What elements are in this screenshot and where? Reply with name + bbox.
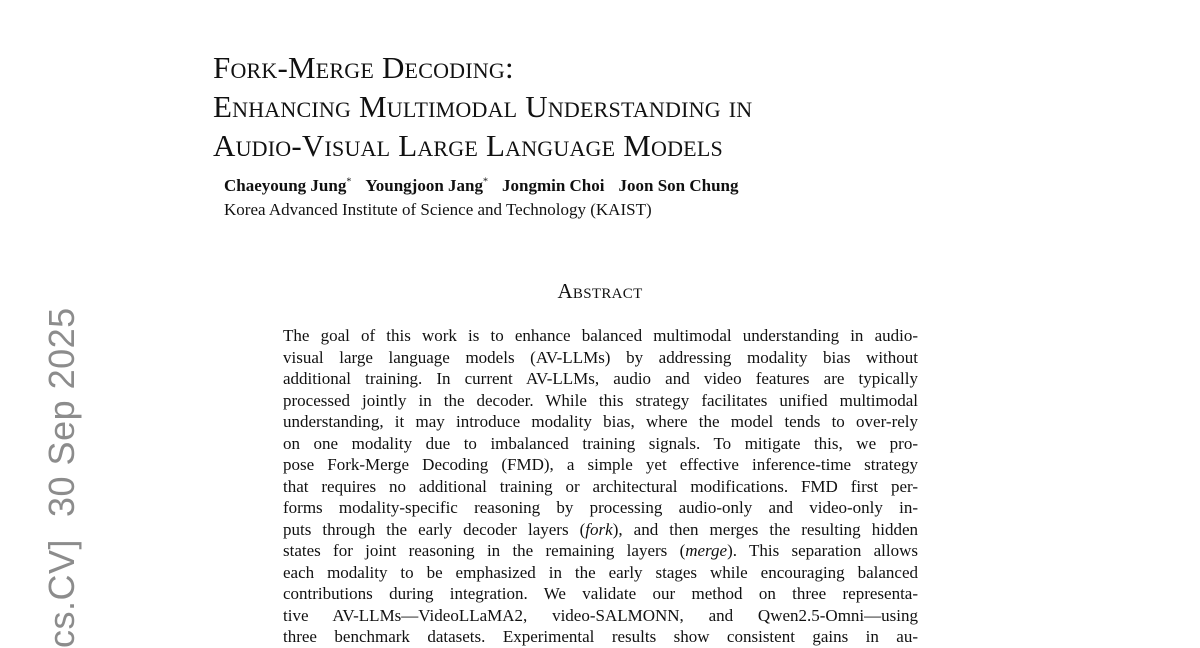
abstract-line: three benchmark datasets. Experimental results show consistent gains in au-: [283, 627, 918, 646]
equal-contribution-mark: *: [346, 176, 352, 188]
equal-contribution-mark: *: [482, 176, 488, 188]
author-name: Youngjoon Jang: [365, 176, 483, 195]
author-list: [224, 176, 753, 196]
abstract-line: puts through the early decoder layers (fork), and then merges the resulting hidden: [283, 519, 918, 539]
abstract-line: that requires no additional training or architectural modifications. FMD first per-: [283, 476, 918, 496]
abstract-body: [283, 325, 918, 648]
abstract-line: each modality to be emphasized in the early stages while encouraging balanced: [283, 562, 918, 582]
abstract-line: processed jointly in the decoder. While this strategy facilitates unified multimodal: [283, 390, 918, 410]
arxiv-side-stamp: [22, 0, 82, 648]
paper-title: [213, 48, 973, 165]
abstract-line: forms modality-specific reasoning by processing audio-only and video-only in-: [283, 498, 918, 517]
abstract-line: states for joint reasoning in the remaining layers (merge). This separation allows: [283, 541, 918, 560]
author: [618, 176, 738, 196]
abstract-line: understanding, it may introduce modality bias, where the model tends to over-rely: [283, 412, 918, 431]
author: [224, 176, 351, 196]
abstract-line: additional training. In current AV-LLMs, audio and video features are typically: [283, 369, 918, 388]
arxiv-date: 30 Sep 2025: [41, 307, 82, 517]
author: [502, 176, 605, 196]
author: [365, 176, 488, 196]
abstract-line: contributions during integration. We validate our method on three representa-: [283, 584, 918, 603]
author-name: Joon Son Chung: [618, 176, 739, 195]
arxiv-stamp-text: [40, 307, 82, 648]
title-line: Audio-Visual Large Language Models: [213, 128, 723, 163]
abstract-heading: Abstract: [557, 279, 643, 303]
title-line: Fork-Merge Decoding:: [213, 50, 514, 85]
abstract-line: tive AV-LLMs—VideoLLaMA2, video-SALMONN, and Qwen2.5-Omni—using: [283, 605, 918, 625]
abstract-line: pose Fork-Merge Decoding (FMD), a simple yet effective inference-time strategy: [283, 455, 918, 474]
abstract-line: on one modality due to imbalanced training signals. To mitigate this, we pro-: [283, 433, 918, 453]
arxiv-category: cs.CV]: [41, 538, 82, 648]
abstract-line: visual large language models (AV-LLMs) by addressing modality bias without: [283, 347, 918, 367]
abstract-line: The goal of this work is to enhance balanced multimodal understanding in audio-: [283, 326, 918, 345]
affiliation: Korea Advanced Institute of Science and Technology (KAIST): [224, 200, 652, 219]
title-line: Enhancing Multimodal Understanding in: [213, 89, 753, 124]
author-name: Chaeyoung Jung: [224, 176, 347, 195]
author-name: Jongmin Choi: [501, 176, 605, 195]
